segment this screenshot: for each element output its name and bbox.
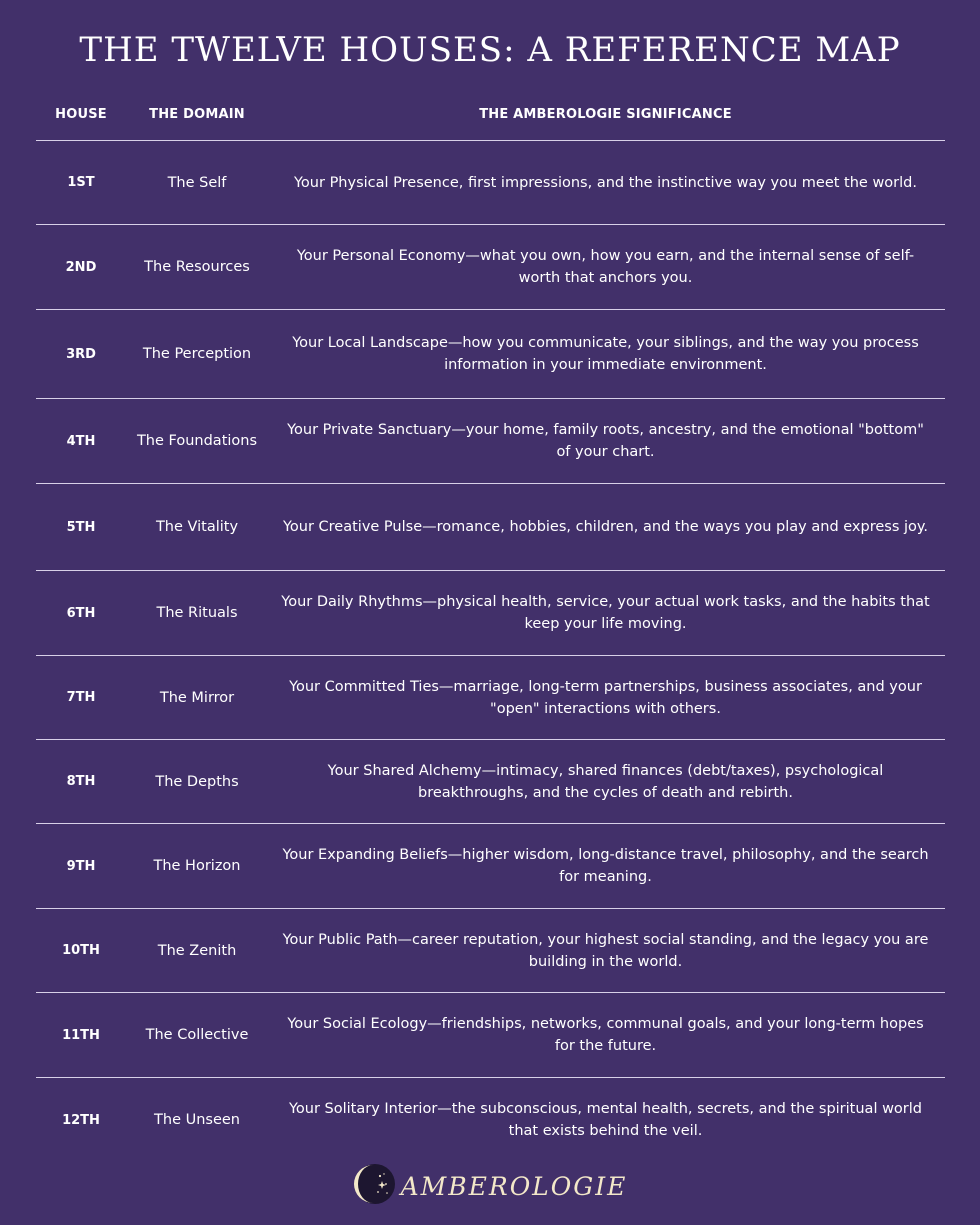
house-cell: 10TH	[62, 943, 100, 958]
domain-cell: The Self	[167, 174, 227, 191]
table-row	[36, 225, 945, 310]
significance-cell: Your Personal Economy—what you own, how you earn, and the internal sense of self-worth that anchors you.	[296, 248, 915, 286]
moon-stars-icon	[353, 1162, 397, 1210]
domain-cell: The Rituals	[156, 605, 238, 621]
domain-cell: The Unseen	[154, 1112, 240, 1128]
domain-cell: The Horizon	[153, 858, 241, 874]
significance-cell: Your Public Path—career reputation, your highest social standing, and the legacy you are building in the world.	[282, 931, 929, 970]
house-cell: 11TH	[62, 1027, 100, 1043]
significance-cell: Your Local Landscape—how you communicate, your siblings, and the way you process information in your immediate environment.	[292, 335, 919, 373]
domain-cell: The Collective	[145, 1027, 249, 1043]
domain-cell: The Resources	[144, 259, 250, 275]
house-cell: 6TH	[66, 605, 96, 621]
house-cell: 4TH	[66, 433, 96, 449]
domain-cell: The Mirror	[159, 689, 235, 706]
house-cell: 8TH	[66, 774, 96, 789]
table-row	[36, 1078, 945, 1162]
table-row	[36, 993, 945, 1078]
header-significance: THE AMBEROLOGIE SIGNIFICANCE	[479, 106, 732, 122]
table-row	[36, 310, 945, 399]
table-row	[36, 656, 945, 740]
significance-cell: Your Expanding Beliefs—higher wisdom, long-distance travel, philosophy, and the search for meaning.	[282, 847, 929, 885]
brand-name: AMBEROLOGIE	[400, 1171, 628, 1201]
domain-cell: The Zenith	[157, 942, 237, 959]
significance-cell: Your Social Ecology—friendships, networks, communal goals, and your long-term hopes for the future.	[287, 1016, 924, 1054]
significance-cell: Your Private Sanctuary—your home, family roots, ancestry, and the emotional "bottom" of your chart.	[287, 422, 924, 460]
page-title: THE TWELVE HOUSES: A REFERENCE MAP	[79, 30, 901, 70]
table-row	[36, 824, 945, 909]
header-house: HOUSE	[55, 106, 107, 122]
house-cell: 5TH	[66, 519, 96, 535]
house-cell: 9TH	[66, 858, 96, 874]
domain-cell: The Vitality	[155, 519, 239, 535]
table-row	[36, 740, 945, 824]
domain-cell: The Foundations	[136, 433, 258, 449]
brand-logo	[0, 1162, 980, 1210]
table-row	[36, 141, 945, 225]
significance-cell: Your Creative Pulse—romance, hobbies, children, and the ways you play and express joy.	[282, 519, 929, 535]
house-cell: 2ND	[65, 259, 97, 275]
significance-cell: Your Shared Alchemy—intimacy, shared finances (debt/taxes), psychological breakthroughs, and the cycles of death and rebirth.	[327, 762, 884, 801]
house-cell: 7TH	[66, 690, 96, 705]
significance-cell: Your Daily Rhythms—physical health, service, your actual work tasks, and the habits that keep your life moving.	[281, 594, 930, 632]
header-domain: THE DOMAIN	[149, 106, 245, 122]
domain-cell: The Depths	[155, 773, 239, 790]
table-row	[36, 909, 945, 993]
table-header	[36, 88, 945, 141]
house-cell: 3RD	[66, 346, 96, 362]
house-cell: 1ST	[67, 175, 95, 190]
table-row	[36, 399, 945, 484]
significance-cell: Your Physical Presence, first impressions, and the instinctive way you meet the world.	[294, 174, 917, 191]
house-cell: 12TH	[62, 1112, 100, 1128]
domain-cell: The Perception	[142, 346, 252, 362]
table-row	[36, 484, 945, 571]
table-row	[36, 571, 945, 656]
significance-cell: Your Committed Ties—marriage, long-term partnerships, business associates, and your "open" interactions with others.	[289, 678, 922, 717]
houses-table	[36, 88, 945, 1162]
significance-cell: Your Solitary Interior—the subconscious, mental health, secrets, and the spiritual world that exists behind the veil.	[288, 1101, 922, 1139]
